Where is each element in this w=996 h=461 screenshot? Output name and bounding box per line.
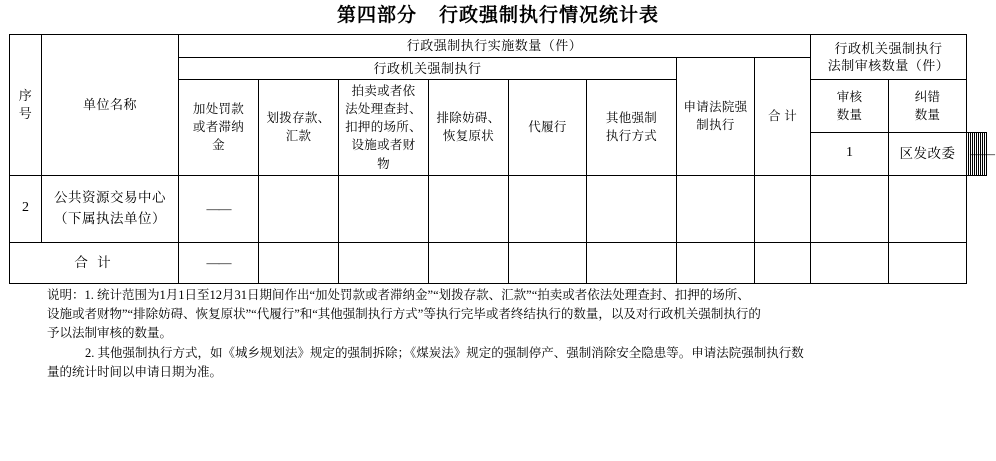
total-row bbox=[10, 242, 987, 283]
header-group-review-line2: 法制审核数量（件） bbox=[827, 58, 950, 74]
row-seq: 1 bbox=[811, 132, 889, 175]
row-cell-remove[interactable] bbox=[429, 175, 509, 242]
header-leaf-correct-count bbox=[889, 80, 967, 133]
header-leaf-auction-line3: 扣押的场所、 bbox=[345, 120, 422, 135]
title-part: 第四部分 bbox=[336, 5, 417, 26]
row-cell-review-count[interactable] bbox=[811, 175, 889, 242]
header-leaf-auction-line5: 物 bbox=[377, 156, 390, 171]
header-leaf-sum: 合 计 bbox=[755, 57, 811, 175]
header-row-1 bbox=[10, 35, 987, 58]
header-leaf-fine bbox=[179, 80, 259, 176]
header-group-review bbox=[811, 35, 967, 80]
header-leaf-auction-line2: 法处理查封、 bbox=[345, 102, 422, 117]
row-cell-auction[interactable] bbox=[339, 175, 429, 242]
header-leaf-transfer-line1: 划拨存款、 bbox=[266, 111, 331, 126]
row-cell-sum[interactable] bbox=[755, 175, 811, 242]
row-cell-court[interactable] bbox=[677, 175, 755, 242]
enforcement-statistics-table bbox=[9, 34, 995, 284]
row-cell-correct-count[interactable] bbox=[889, 175, 967, 242]
header-leaf-remove bbox=[429, 80, 509, 176]
total-cell-court[interactable] bbox=[677, 242, 755, 283]
row-cell-other[interactable] bbox=[587, 175, 677, 242]
total-cell-sum[interactable] bbox=[755, 242, 811, 283]
row-unit-name: 区发改委 bbox=[889, 132, 967, 175]
row-unit-name bbox=[42, 175, 179, 242]
total-cell-remove[interactable] bbox=[429, 242, 509, 283]
row-cell-substitute[interactable] bbox=[509, 175, 587, 242]
header-sub-agency-enforce: 行政机关强制执行 bbox=[179, 57, 677, 80]
header-leaf-court-line1: 申请法院强 bbox=[683, 100, 748, 114]
header-leaf-court-line2: 制执行 bbox=[696, 118, 735, 133]
note-line-3: 予以法制审核的数量。 bbox=[47, 326, 173, 341]
header-leaf-auction-line4: 设施或者财 bbox=[351, 138, 416, 153]
header-unit-name: 单位名称 bbox=[42, 35, 179, 176]
table-row bbox=[10, 175, 987, 242]
header-leaf-review-count bbox=[811, 80, 889, 133]
header-leaf-auction bbox=[339, 80, 429, 176]
header-seq: 序号 bbox=[10, 35, 42, 176]
header-leaf-fine-line1: 加处罚款 bbox=[192, 102, 245, 117]
total-cell-review-count[interactable] bbox=[811, 242, 889, 283]
row-cell-fine[interactable]: —— bbox=[967, 132, 969, 175]
header-leaf-review-count-line2: 数量 bbox=[836, 107, 863, 122]
note-line-4: 2. 其他强制执行方式，如《城乡规划法》规定的强制拆除；《煤炭法》规定的强制停产、强制消除安全隐患等。申请法院强制执行数 bbox=[85, 345, 804, 360]
table-notes bbox=[9, 286, 987, 383]
row-cell-fine[interactable]: —— bbox=[179, 175, 259, 242]
row-cell-transfer[interactable] bbox=[259, 175, 339, 242]
header-leaf-substitute: 代履行 bbox=[509, 80, 587, 176]
total-cell-correct-count[interactable] bbox=[889, 242, 967, 283]
header-leaf-correct-count-line2: 数量 bbox=[914, 107, 941, 122]
header-leaf-correct-count-line1: 纠错 bbox=[914, 89, 941, 104]
title-name: 行政强制执行情况统计表 bbox=[439, 5, 660, 26]
header-leaf-remove-line1: 排除妨碍、 bbox=[436, 111, 501, 126]
page-title bbox=[0, 0, 996, 34]
total-cell-substitute[interactable] bbox=[509, 242, 587, 283]
row-seq: 2 bbox=[10, 175, 42, 242]
header-leaf-other-line2: 执行方式 bbox=[605, 129, 658, 144]
total-cell-other[interactable] bbox=[587, 242, 677, 283]
total-row-label: 合 计 bbox=[10, 242, 179, 283]
header-leaf-transfer-line2: 汇款 bbox=[285, 129, 312, 144]
header-group-actual: 行政强制执行实施数量（件） bbox=[179, 35, 811, 58]
header-leaf-auction-line1: 拍卖或者依 bbox=[351, 84, 416, 99]
header-leaf-remove-line2: 恢复原状 bbox=[442, 129, 495, 144]
header-leaf-fine-line2: 或者滞纳 bbox=[192, 120, 245, 135]
total-cell-fine[interactable]: —— bbox=[179, 242, 259, 283]
header-leaf-fine-line3: 金 bbox=[212, 138, 225, 153]
header-leaf-review-count-line1: 审核 bbox=[836, 89, 863, 104]
note-line-2: 设施或者财物”“排除妨碍、恢复原状”“代履行”和“其他强制执行方式”等执行完毕或者终结执行的数量，以及对行政机关强制执行的 bbox=[47, 307, 761, 322]
note-line-5: 量的统计时间以申请日期为准。 bbox=[47, 365, 223, 380]
row-unit-name-line1: 公共资源交易中心 bbox=[54, 190, 166, 206]
header-leaf-court bbox=[677, 57, 755, 175]
row-unit-name-line2: （下属执法单位） bbox=[54, 210, 166, 226]
note-line-1: 说明：1. 统计范围为1月1日至12月31日期间作出“加处罚款或者滞纳金”“划拨存款、汇款”“拍卖或者依法处理查封、扣押的场所、 bbox=[47, 287, 750, 302]
header-leaf-other bbox=[587, 80, 677, 176]
header-leaf-other-line1: 其他强制 bbox=[605, 111, 658, 126]
header-group-review-line1: 行政机关强制执行 bbox=[834, 40, 943, 56]
header-leaf-transfer bbox=[259, 80, 339, 176]
total-cell-auction[interactable] bbox=[339, 242, 429, 283]
total-cell-transfer[interactable] bbox=[259, 242, 339, 283]
